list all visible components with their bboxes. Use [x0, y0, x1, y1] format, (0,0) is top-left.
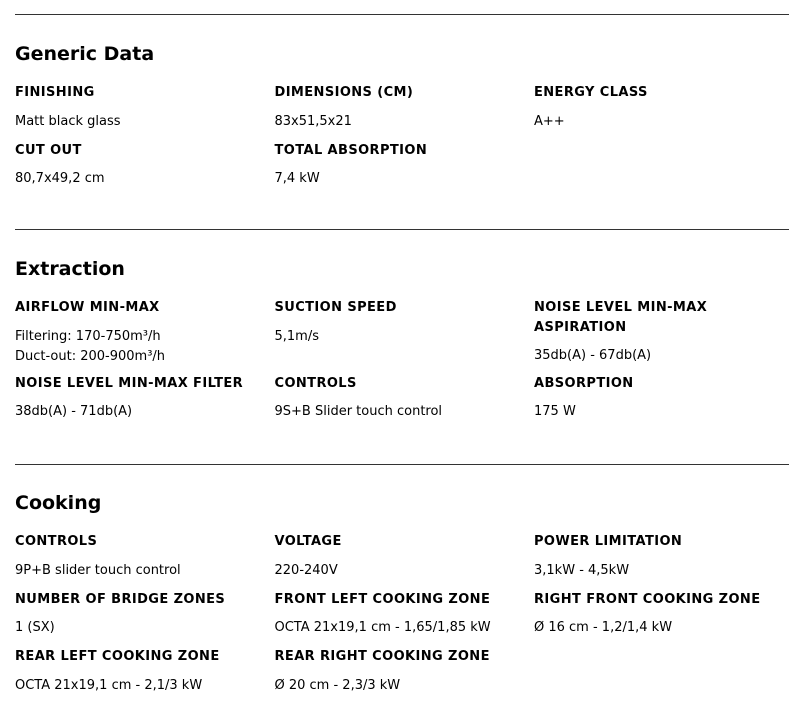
spec-value: OCTA 21x19,1 cm - 1,65/1,85 kW: [274, 620, 491, 635]
section-title: Extraction: [15, 258, 125, 280]
spec-value: Ø 16 cm - 1,2/1,4 kW: [534, 620, 673, 635]
spec-value: Matt black glass: [15, 113, 121, 129]
spec-label: NOISE LEVEL MIN-MAX ASPIRATION: [534, 300, 708, 335]
spec-label: CUT OUT: [15, 142, 82, 158]
spec-suction-speed: [275, 298, 535, 367]
section-cooking: [15, 464, 789, 696]
spec-extraction-controls: [275, 374, 535, 423]
spec-cooking-controls: [15, 532, 275, 581]
spec-value: 9P+B slider touch control: [15, 562, 181, 578]
spec-value: OCTA 21x19,1 cm - 2,1/3 kW: [15, 677, 203, 693]
spec-label: NOISE LEVEL MIN-MAX FILTER: [15, 375, 244, 391]
spec-value: 3,1kW - 4,5kW: [534, 562, 630, 578]
section-generic-data: [15, 14, 789, 189]
spec-value: 83x51,5x21: [274, 113, 352, 129]
spec-value: 5,1m/s: [274, 328, 319, 344]
section-divider: [15, 14, 789, 15]
spec-label: CONTROLS: [274, 375, 357, 391]
spec-noise-aspiration: [534, 298, 789, 367]
spec-dimensions: [275, 83, 535, 132]
spec-value: A++: [534, 113, 565, 129]
spec-noise-filter: [15, 374, 275, 423]
spec-value: 1 (SX): [15, 620, 55, 635]
spec-bridge-zones: [15, 590, 275, 639]
spec-label: REAR LEFT COOKING ZONE: [15, 649, 220, 664]
spec-finishing: [15, 83, 275, 132]
spec-label: VOLTAGE: [274, 534, 342, 549]
spec-label: TOTAL ABSORPTION: [274, 142, 428, 158]
section-title: Cooking: [15, 492, 102, 514]
spec-label: REAR RIGHT COOKING ZONE: [274, 649, 490, 664]
spec-value: 9S+B Slider touch control: [274, 404, 443, 419]
spec-value: Ø 20 cm - 2,3/3 kW: [274, 677, 401, 693]
spec-value: Filtering: 170-750m³/h Duct-out: 200-900m³/h: [15, 328, 166, 364]
spec-label: AIRFLOW MIN-MAX: [15, 300, 160, 315]
spec-label: POWER LIMITATION: [534, 534, 683, 549]
spec-rear-right-zone: [275, 647, 535, 696]
section-title: Generic Data: [15, 43, 155, 65]
spec-grid: [15, 298, 789, 422]
spec-value: 175 W: [534, 404, 576, 419]
spec-label: NUMBER OF BRIDGE ZONES: [15, 591, 226, 607]
spec-value: 80,7x49,2 cm: [15, 171, 105, 186]
spec-grid: [15, 83, 789, 189]
section-extraction: [15, 229, 789, 422]
spec-total-absorption: [275, 141, 535, 190]
spec-value: 35db(A) - 67db(A): [534, 348, 652, 363]
spec-label: RIGHT FRONT COOKING ZONE: [534, 591, 761, 607]
spec-rear-left-zone: [15, 647, 275, 696]
spec-label: DIMENSIONS (CM): [274, 85, 414, 100]
spec-value: 220-240V: [274, 562, 338, 578]
spec-label: CONTROLS: [15, 534, 98, 549]
spec-label: FRONT LEFT COOKING ZONE: [274, 591, 491, 607]
spec-right-front-zone: [534, 590, 789, 639]
section-divider: [15, 464, 789, 465]
spec-absorption: [534, 374, 789, 423]
spec-cut-out: [15, 141, 275, 190]
spec-label: FINISHING: [15, 85, 95, 100]
spec-label: SUCTION SPEED: [274, 300, 397, 315]
spec-front-left-zone: [275, 590, 535, 639]
spec-voltage: [275, 532, 535, 581]
spec-value: 38db(A) - 71db(A): [15, 404, 133, 419]
spec-grid: [15, 532, 789, 696]
section-divider: [15, 229, 789, 230]
spec-value: 7,4 kW: [274, 171, 320, 186]
spec-label: ABSORPTION: [534, 375, 634, 391]
spec-power-limitation: [534, 532, 789, 581]
spec-airflow: [15, 298, 275, 367]
spec-label: ENERGY CLASS: [534, 85, 648, 100]
spec-energy-class: [534, 83, 789, 132]
